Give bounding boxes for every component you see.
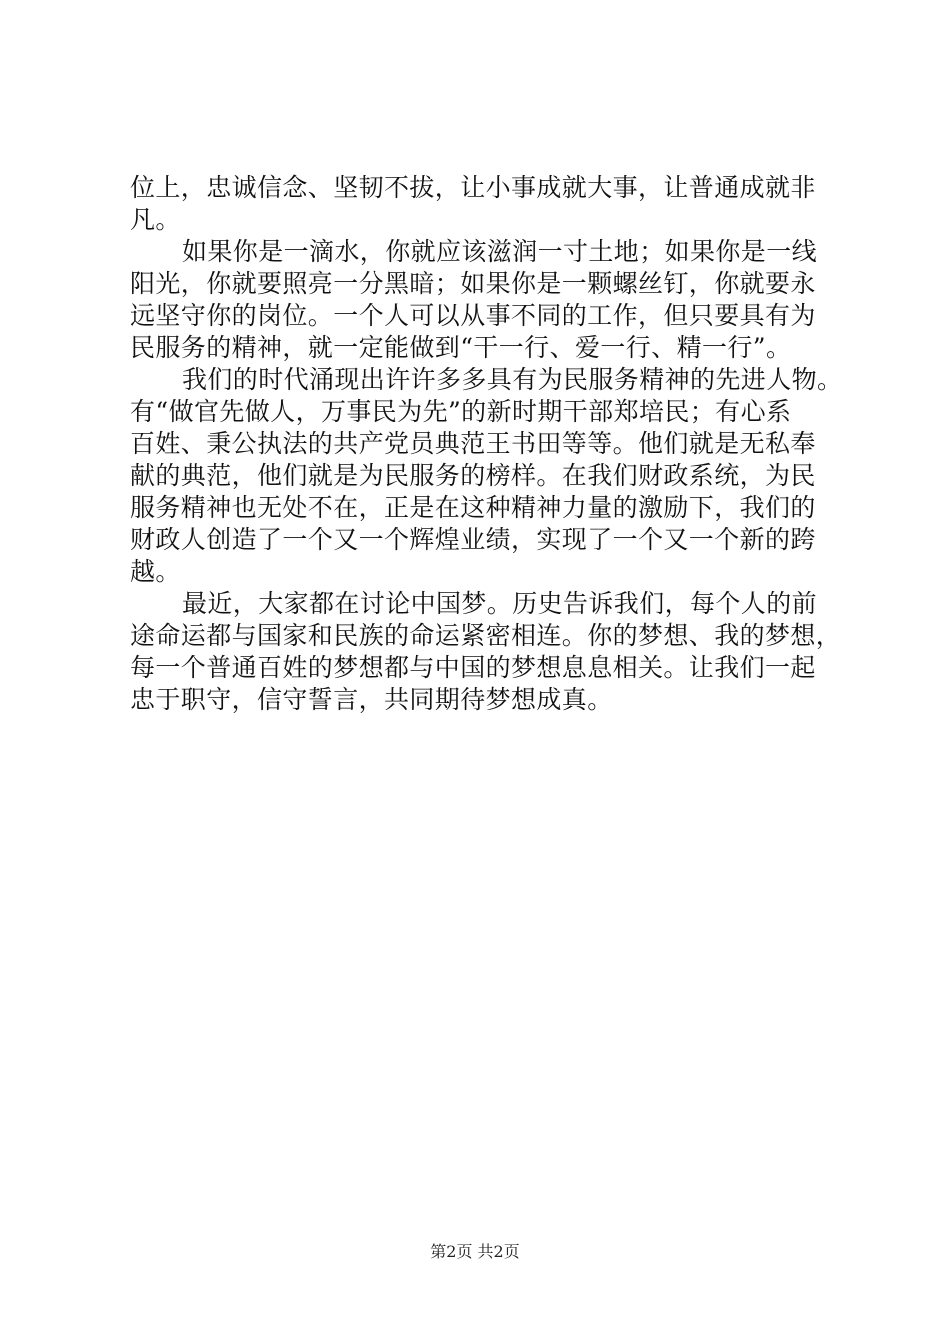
text-line: 百姓、秉公执法的共产党员典范王书田等等。他们就是无私奉 [130,429,816,458]
text-line: 忠于职守，信守誓言，共同期待梦想成真。 [130,685,613,714]
text-line: 阳光，你就要照亮一分黑暗；如果你是一颗螺丝钉，你就要永 [130,269,816,298]
text-line: 远坚守你的岗位。一个人可以从事不同的工作，但只要具有为 [130,301,816,330]
paragraph-first-line: 我们的时代涌现出许许多多具有为民服务精神的先进人物。 [182,365,843,394]
text-line: 财政人创造了一个又一个辉煌业绩，实现了一个又一个新的跨 [130,525,816,554]
page-footer: 第2页 共2页 [430,1242,520,1261]
text-line: 服务精神也无处不在，正是在这种精神力量的激励下，我们的 [130,493,816,522]
paragraph-first-line: 如果你是一滴水，你就应该滋润一寸土地；如果你是一线 [182,237,818,266]
text-line: 有“做官先做人，万事民为先”的新时期干部郑培民；有心系 [130,397,792,426]
text-line: 民服务的精神，就一定能做到“干一行、爱一行、精一行”。 [130,333,792,362]
document-body [130,172,843,716]
text-line: 每一个普通百姓的梦想都与中国的梦想息息相关。让我们一起 [130,653,816,682]
text-line: 献的典范，他们就是为民服务的榜样。在我们财政系统，为民 [130,461,816,490]
paragraph-first-line: 最近，大家都在讨论中国梦。历史告诉我们，每个人的前 [182,589,818,618]
text-line: 途命运都与国家和民族的命运紧密相连。你的梦想、我的梦想， [130,621,842,650]
text-line: 凡。 [130,205,181,234]
text-line: 越。 [130,557,181,586]
text-line: 位上，忠诚信念、坚韧不拔，让小事成就大事，让普通成就非 [130,173,816,202]
